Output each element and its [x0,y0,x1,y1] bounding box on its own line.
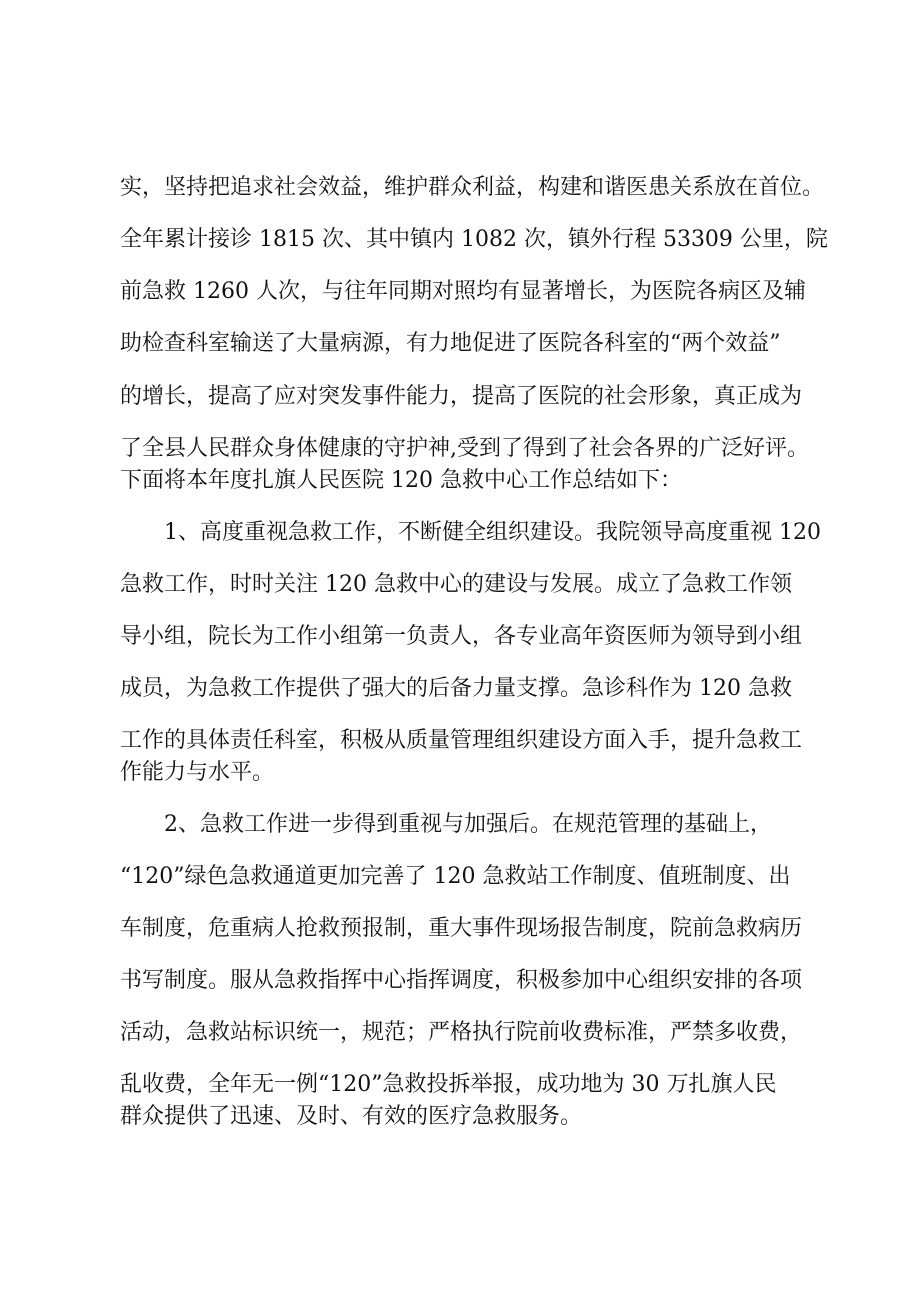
paragraph-1-first-line: 1、高度重视急救工作，不断健全组织建设。我院领导高度重视 120 [164,520,821,545]
text-line: 乱收费，全年无一例“120”急救投拆举报，成功地为 30 万扎旗人民 [120,1072,777,1097]
paragraph-2-first-line: 2、急救工作进一步得到重视与加强后。在规范管理的基础上， [164,812,772,837]
text-line: 群众提供了迅速、及时、有效的医疗急救服务。 [120,1104,583,1129]
text-line: 助检查科室输送了大量病源，有力地促进了医院各科室的“两个效益” [120,331,781,356]
text-line: 下面将本年度扎旗人民医院 120 急救中心工作总结如下： [120,468,682,493]
text-line: 成员，为急救工作提供了强大的后备力量支撑。急诊科作为 120 急救 [120,676,792,701]
text-line: 书写制度。服从急救指挥中心指挥调度，积极参加中心组织安排的各项 [120,968,803,993]
text-line: 的增长，提高了应对突发事件能力，提高了医院的社会形象，真正成为 [120,384,803,409]
text-line: 急救工作，时时关注 120 急救中心的建设与发展。成立了急救工作领 [120,572,792,597]
text-line: 了全县人民群众身体健康的守护神,受到了得到了社会各界的广泛好评。 [120,436,809,461]
text-line: 导小组，院长为工作小组第一负责人，各专业高年资医师为领导到小组 [120,624,803,649]
text-line: 车制度，危重病人抢救预报制，重大事件现场报告制度，院前急救病历 [120,916,803,941]
text-line: 工作的具体责任科室，积极从质量管理组织建设方面入手，提升急救工 [120,728,803,753]
text-line: 全年累计接诊 1815 次、其中镇内 1082 次，镇外行程 53309 公里，院 [120,227,828,252]
text-line: 实，坚持把追求社会效益，维护群众利益，构建和谐医患关系放在首位。 [120,175,825,200]
text-line: “120”绿色急救通道更加完善了 120 急救站工作制度、值班制度、出 [120,864,791,889]
text-line: 前急救 1260 人次，与往年同期对照均有显著增长，为医院各病区及辅 [120,279,806,304]
text-line: 活动，急救站标识统一，规范；严格执行院前收费标准，严禁多收费， [120,1020,803,1045]
text-line: 作能力与水平。 [120,760,275,785]
